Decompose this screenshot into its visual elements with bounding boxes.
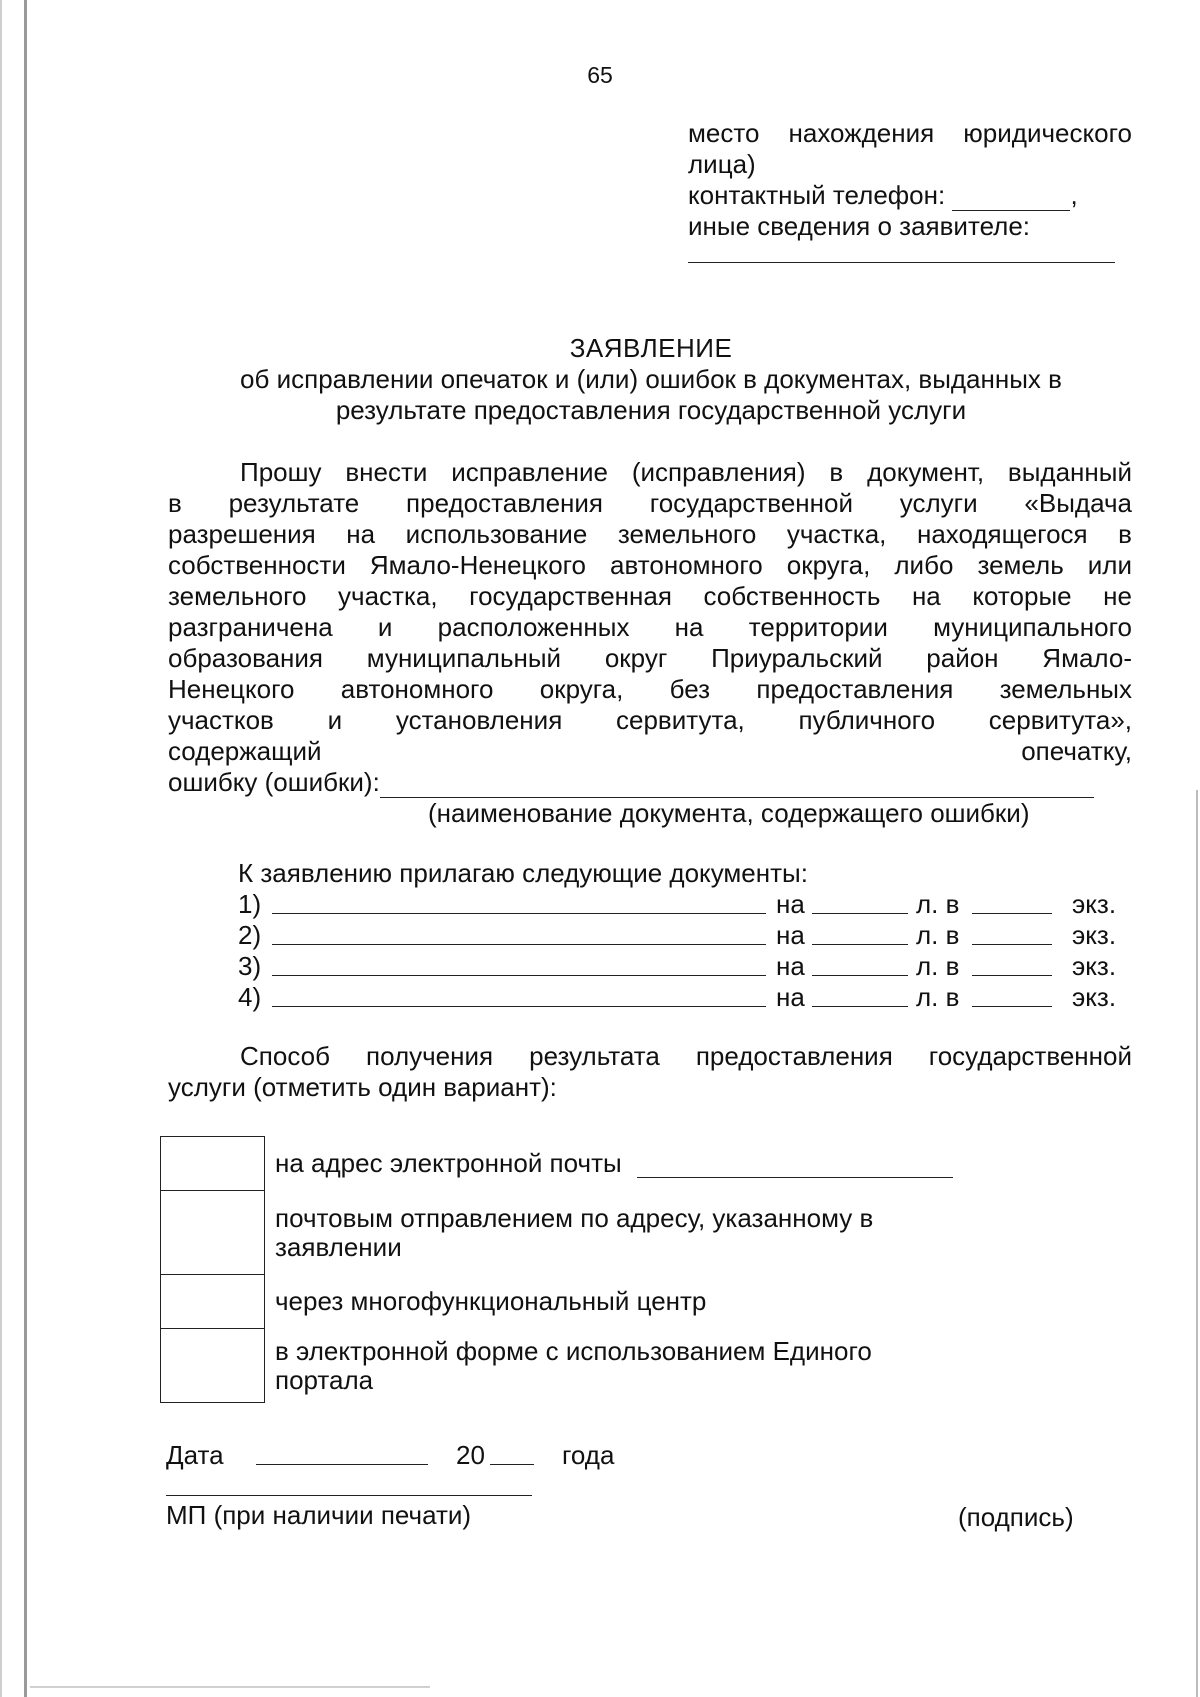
paragraph-line: собственности Ямало-Ненецкого автономного округа, либо земель или xyxy=(168,550,1132,580)
attachment-row xyxy=(238,982,1118,1013)
attachment-copies-label: экз. xyxy=(1072,889,1117,919)
option-row-post xyxy=(161,1191,1060,1275)
paragraph-line: Прошу внести исправление (исправления) в документ, выданный xyxy=(240,457,1132,487)
option-checkbox-portal[interactable] xyxy=(161,1329,265,1403)
document-name-field[interactable] xyxy=(380,773,1094,798)
paragraph-line-contains xyxy=(168,736,1132,767)
scan-edge-right xyxy=(1196,790,1198,1697)
option-row-mfc xyxy=(161,1275,1060,1329)
attachment-row xyxy=(238,920,1118,951)
year-field[interactable] xyxy=(490,1440,534,1465)
option-label-post xyxy=(265,1191,1060,1275)
year-suffix: года xyxy=(562,1440,615,1470)
attachment-number: 1) xyxy=(238,889,262,919)
delivery-method-section xyxy=(168,1041,1132,1103)
attachment-sheets-label: л. в xyxy=(916,920,960,950)
scan-edge-bottom xyxy=(30,1686,430,1688)
method-line-2: услуги (отметить один вариант): xyxy=(168,1072,557,1102)
option-label-portal xyxy=(265,1329,1060,1403)
attachment-number: 3) xyxy=(238,951,262,981)
request-paragraph xyxy=(168,457,1132,798)
scan-edge-outer xyxy=(0,0,2,1697)
option-checkbox-post[interactable] xyxy=(161,1191,265,1275)
email-field[interactable] xyxy=(637,1153,953,1178)
paragraph-line: образования муниципальный округ Приуральский район Ямало- xyxy=(168,643,1132,673)
attachment-sheets-label: л. в xyxy=(916,951,960,981)
title-line-3: результате предоставления государственной услуги xyxy=(335,395,967,425)
option-checkbox-mfc[interactable] xyxy=(161,1275,265,1329)
attachment-copies-field[interactable] xyxy=(972,951,1052,976)
option-label-email xyxy=(265,1137,1060,1191)
applicant-address-line-2: лица) xyxy=(688,149,756,179)
attachment-sheets-field[interactable] xyxy=(812,889,908,914)
errors-label: ошибку (ошибки): xyxy=(168,767,380,797)
attachment-name-field[interactable] xyxy=(272,920,766,945)
attachment-row xyxy=(238,889,1118,920)
attachment-copies-label: экз. xyxy=(1072,920,1117,950)
year-prefix: 20 xyxy=(456,1440,485,1470)
document-title xyxy=(170,333,1132,426)
option-row-email xyxy=(161,1137,1060,1191)
phone-label: контактный телефон: xyxy=(688,180,946,210)
attachment-sheets-label: л. в xyxy=(916,889,960,919)
option-portal-text: в электронной форме с использованием Единого xyxy=(275,1335,872,1366)
contains-word: содержащий xyxy=(168,736,322,766)
paragraph-line: земельного участка, государственная собственность на которые не xyxy=(168,581,1132,611)
attachment-copies-field[interactable] xyxy=(972,920,1052,945)
attachment-sheets-field[interactable] xyxy=(812,920,908,945)
attachment-sheets-field[interactable] xyxy=(812,951,908,976)
title-line-2: об исправлении опечаток и (или) ошибок в документах, выданных в xyxy=(240,364,1062,394)
document-name-caption: (наименование документа, содержащего ошибки) xyxy=(428,798,1030,828)
option-row-portal xyxy=(161,1329,1060,1403)
attachment-copies-field[interactable] xyxy=(972,889,1052,914)
attachment-name-field[interactable] xyxy=(272,889,766,914)
scan-edge-left xyxy=(24,0,27,1697)
attachment-sheets-field[interactable] xyxy=(812,982,908,1007)
applicant-other-field[interactable] xyxy=(688,250,1115,263)
signature-label: (подпись) xyxy=(958,1502,1074,1532)
paragraph-line: разграничена и расположенных на территории муниципального xyxy=(168,612,1132,642)
phone-field[interactable] xyxy=(952,186,1070,211)
attachment-name-field[interactable] xyxy=(272,951,766,976)
paragraph-line: разрешения на использование земельного участка, находящегося в xyxy=(168,519,1132,549)
date-label: Дата xyxy=(166,1440,224,1470)
errors-line xyxy=(168,767,1132,798)
applicant-other-label: иные сведения о заявителе: xyxy=(688,211,1031,241)
applicant-block xyxy=(688,118,1132,263)
attachment-on: на xyxy=(776,951,805,981)
attachments-section xyxy=(238,858,1118,1013)
paragraph-line: в результате предоставления государственной услуги «Выдача xyxy=(168,488,1132,518)
date-line xyxy=(166,1440,666,1471)
attachment-on: на xyxy=(776,982,805,1012)
applicant-phone-line xyxy=(688,180,1132,211)
attachment-on: на xyxy=(776,889,805,919)
stamp-label: МП (при наличии печати) xyxy=(166,1500,472,1530)
phone-tail: , xyxy=(1070,180,1078,210)
attachment-sheets-label: л. в xyxy=(916,982,960,1012)
typo-word: опечатку, xyxy=(1021,736,1132,766)
option-post-text: почтовым отправлением по адресу, указанному в xyxy=(275,1202,874,1233)
attachment-number: 4) xyxy=(238,982,262,1012)
date-field[interactable] xyxy=(256,1440,428,1465)
option-post-text-2: заявлении xyxy=(275,1231,402,1262)
method-line-1: Способ получения результата предоставления государственной xyxy=(240,1041,1132,1071)
option-checkbox-email[interactable] xyxy=(161,1137,265,1191)
attachment-copies-field[interactable] xyxy=(972,982,1052,1007)
attachment-row xyxy=(238,951,1118,982)
title-heading: ЗАЯВЛЕНИЕ xyxy=(569,333,733,363)
attachment-copies-label: экз. xyxy=(1072,982,1117,1012)
paragraph-line: участков и установления сервитута, публичного сервитута», xyxy=(168,705,1132,735)
applicant-address-line: место нахождения юридического xyxy=(688,118,1132,148)
attachment-name-field[interactable] xyxy=(272,982,766,1007)
attachment-copies-label: экз. xyxy=(1072,951,1117,981)
option-portal-text-2: портала xyxy=(275,1364,374,1395)
delivery-options-table xyxy=(160,1136,1060,1403)
attachments-title: К заявлению прилагаю следующие документы: xyxy=(238,858,808,888)
page-number: 65 xyxy=(587,62,613,88)
stamp-signature-line[interactable] xyxy=(166,1495,532,1496)
paragraph-line: Ненецкого автономного округа, без предоставления земельных xyxy=(168,674,1132,704)
attachment-number: 2) xyxy=(238,920,262,950)
attachment-on: на xyxy=(776,920,805,950)
option-label-mfc: через многофункциональный центр xyxy=(275,1286,707,1316)
option-email-text: на адрес электронной почты xyxy=(275,1148,622,1178)
